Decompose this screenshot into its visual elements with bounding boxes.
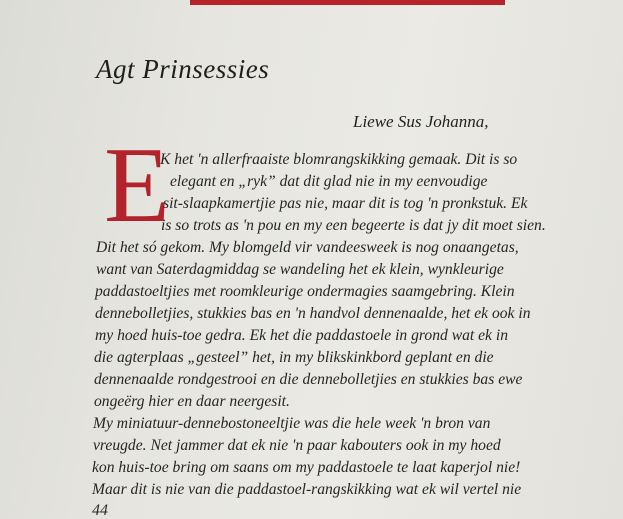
text-line: vreugde. Net jammer dat ek nie 'n paar kabouters ook in my hoed <box>93 437 501 454</box>
text-line: kon huis-toe bring om saans om my paddastoele te laat kaperjol nie! <box>92 459 521 476</box>
text-line: dennenaalde rondgestrooi en die dennebolletjies en stukkies bas ewe <box>94 371 523 388</box>
chapter-title: Agt Prinsessies <box>96 54 270 84</box>
text-line: Maar dit is nie van die paddastoel-rangskikking wat ek wil vertel nie <box>92 481 522 498</box>
page-number: 44 <box>92 502 108 519</box>
drop-cap: E <box>104 126 170 245</box>
text-line: K het 'n allerfraaiste blomrangskikking gemaak. Dit is so <box>160 151 518 168</box>
text-line: my hoed huis-toe gedra. Ek het die paddastoele in grond wat ek in <box>95 327 509 344</box>
text-line: elegant en „ryk” dat dit glad nie in my eenvoudige <box>170 173 488 190</box>
text-line: Dit het só gekom. My blomgeld vir vandeesweek is nog onaangetas, <box>96 239 519 256</box>
text-line: dennebolletjies, stukkies bas en 'n handvol dennenaalde, het ek ook in <box>95 305 531 322</box>
text-line: sit-slaapkamertjie pas nie, maar dit is tog 'n pronkstuk. Ek <box>163 195 528 212</box>
text-line: want van Saterdagmiddag se wandeling het ek klein, wynkleurige <box>96 261 504 278</box>
text-line: My miniatuur-dennebostoneeltjie was die hele week 'n bron van <box>93 415 491 432</box>
text-line: is so trots as 'n pou en my een begeerte is dat jy dit moet sien. <box>161 217 546 234</box>
text-line: ongeërg hier en daar neergesit. <box>94 393 290 410</box>
text-line: die agterplaas „gesteel” het, in my blikskinkbord geplant en die <box>94 349 494 366</box>
red-header-band <box>190 0 505 5</box>
text-line: paddastoeltjies met roomkleurige ondermagies saamgebring. Klein <box>95 283 515 300</box>
salutation: Liewe Sus Johanna, <box>353 112 489 131</box>
